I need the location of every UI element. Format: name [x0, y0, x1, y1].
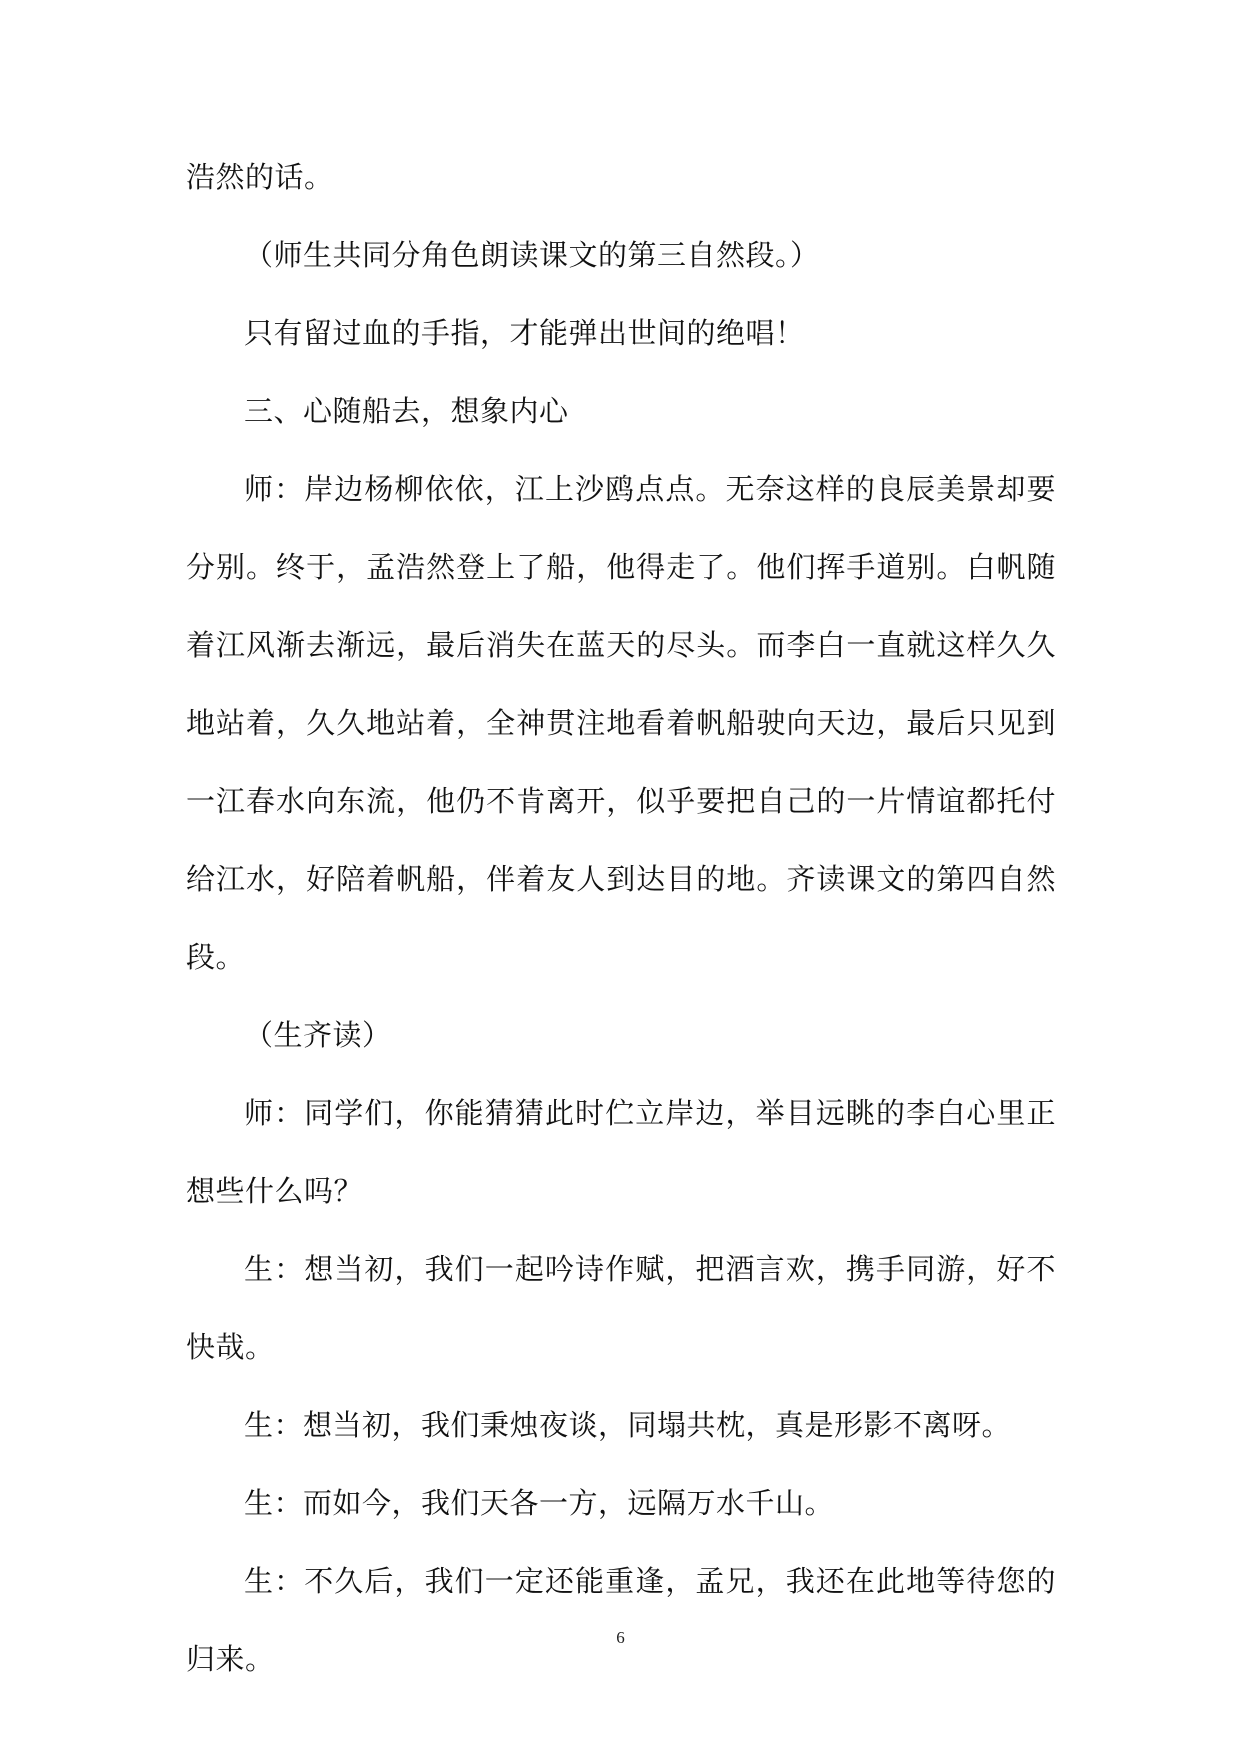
section-heading: 三、心随船去，想象内心	[244, 394, 569, 428]
paragraph: 只有留过血的手指，才能弹出世间的绝唱！	[244, 316, 805, 350]
paragraph: 浩然的话。	[186, 160, 334, 194]
paragraph: 生：想当初，我们一起吟诗作赋，把酒言欢，携手同游，好不快哉。	[186, 1252, 1056, 1364]
body-text	[186, 138, 1056, 1698]
paragraph: 师：同学们，你能猜猜此时伫立岸边，举目远眺的李白心里正想些什么吗？	[186, 1096, 1056, 1208]
paragraph: 生：不久后，我们一定还能重逢，孟兄，我还在此地等待您的归来。	[186, 1564, 1056, 1676]
paragraph: 师：岸边杨柳依依，江上沙鸥点点。无奈这样的良辰美景却要分别。终于，孟浩然登上了船，他得走了。他们挥手道别。白帆随着江风渐去渐远，最后消失在蓝天的尽头。而李白一直就这样久久地站着，久久地站着，全神贯注地看着帆船驶向天边，最后只见到一江春水向东流，他仍不肯离开，似乎要把自己的一片情谊都托付给江水，好陪着帆船，伴着友人到达目的地。齐读课文的第四自然段。	[186, 472, 1056, 974]
paragraph: 生：而如今，我们天各一方，远隔万水千山。	[244, 1486, 835, 1520]
page-number: 6	[616, 1628, 625, 1647]
paragraph: （师生共同分角色朗读课文的第三自然段。）	[244, 238, 820, 272]
paragraph: 生：想当初，我们秉烛夜谈，同塌共枕，真是形影不离呀。	[244, 1408, 1012, 1442]
paragraph: （生齐读）	[244, 1018, 392, 1052]
